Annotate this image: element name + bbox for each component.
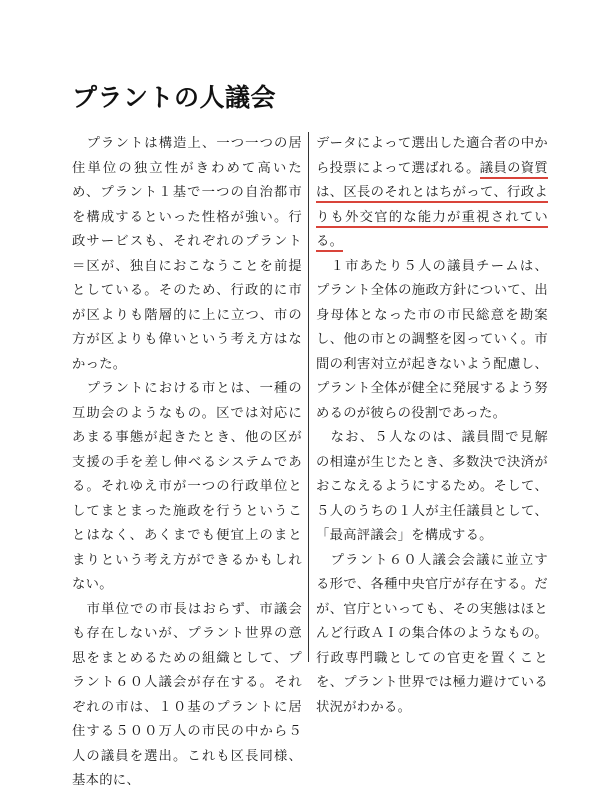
paragraph: １市あたり５人の議員チームは、プラント全体の施政方針について、出身母体となった市の市民総意を勘案し、他の市との調整を図っていく。市間の利害対立が起きないよう配慮し、プラント全体が健全に発展するよう努めるのが彼らの役割であった。: [316, 258, 548, 421]
column-divider: [308, 132, 309, 662]
left-column: [72, 132, 302, 794]
paragraph: プラントにおける市とは、一種の互助会のようなもの。区では対応にあまる事態が起きたとき、他の区が支援の手を差し伸べるシステムである。それゆえ市が一つの行政単位としてまとまった施政を行うということはなく、あくまでも便宜上のまとまりという考え方ができるかもしれない。: [72, 381, 302, 592]
paragraph-continuation: データによって選出した適合者の中から投票によって選ばれる。: [316, 136, 548, 176]
highlighted-sentence: 議員の資質は、区長のそれとはちがって、行政よりも外交官的な能力が重視されている。: [316, 161, 548, 253]
paragraph: プラントは構造上、一つ一つの居住単位の独立性がきわめて高いため、プラント１基で一つの自治都市を構成するといった性格が強い。行政サービスも、それぞれのプラント＝区が、独自におこなうことを前提としている。そのため、行政的に市が区よりも階層的に上に立つ、市の方が区よりも偉いという考え方はなかった。: [72, 136, 302, 372]
paragraph: 市単位での市長はおらず、市議会も存在しないが、プラント世界の意思をまとめるための組織として、プラント６０人議会が存在する。それぞれの市は、１０基のプラントに居住する５００万人の市民の中から５人の議員を選出。これも区長同様、基本的に、: [72, 601, 302, 788]
paragraph: [316, 132, 548, 255]
article-title: プラントの人議会: [72, 83, 277, 112]
paragraph: なお、５人なのは、議員間で見解の相違が生じたとき、多数決で決済がおこなえるようにするため。そして、５人のうちの１人が主任議員として、「最高評議会」を構成する。: [316, 430, 548, 543]
right-column: [316, 132, 548, 720]
paragraph: プラント６０人議会会議に並立する形で、各種中央官庁が存在する。だが、官庁といっても、その実態はほとんど行政ＡＩの集合体のようなもの。行政専門職としての官吏を置くことを、プラント世界では極力避けている状況がわかる。: [316, 552, 548, 715]
